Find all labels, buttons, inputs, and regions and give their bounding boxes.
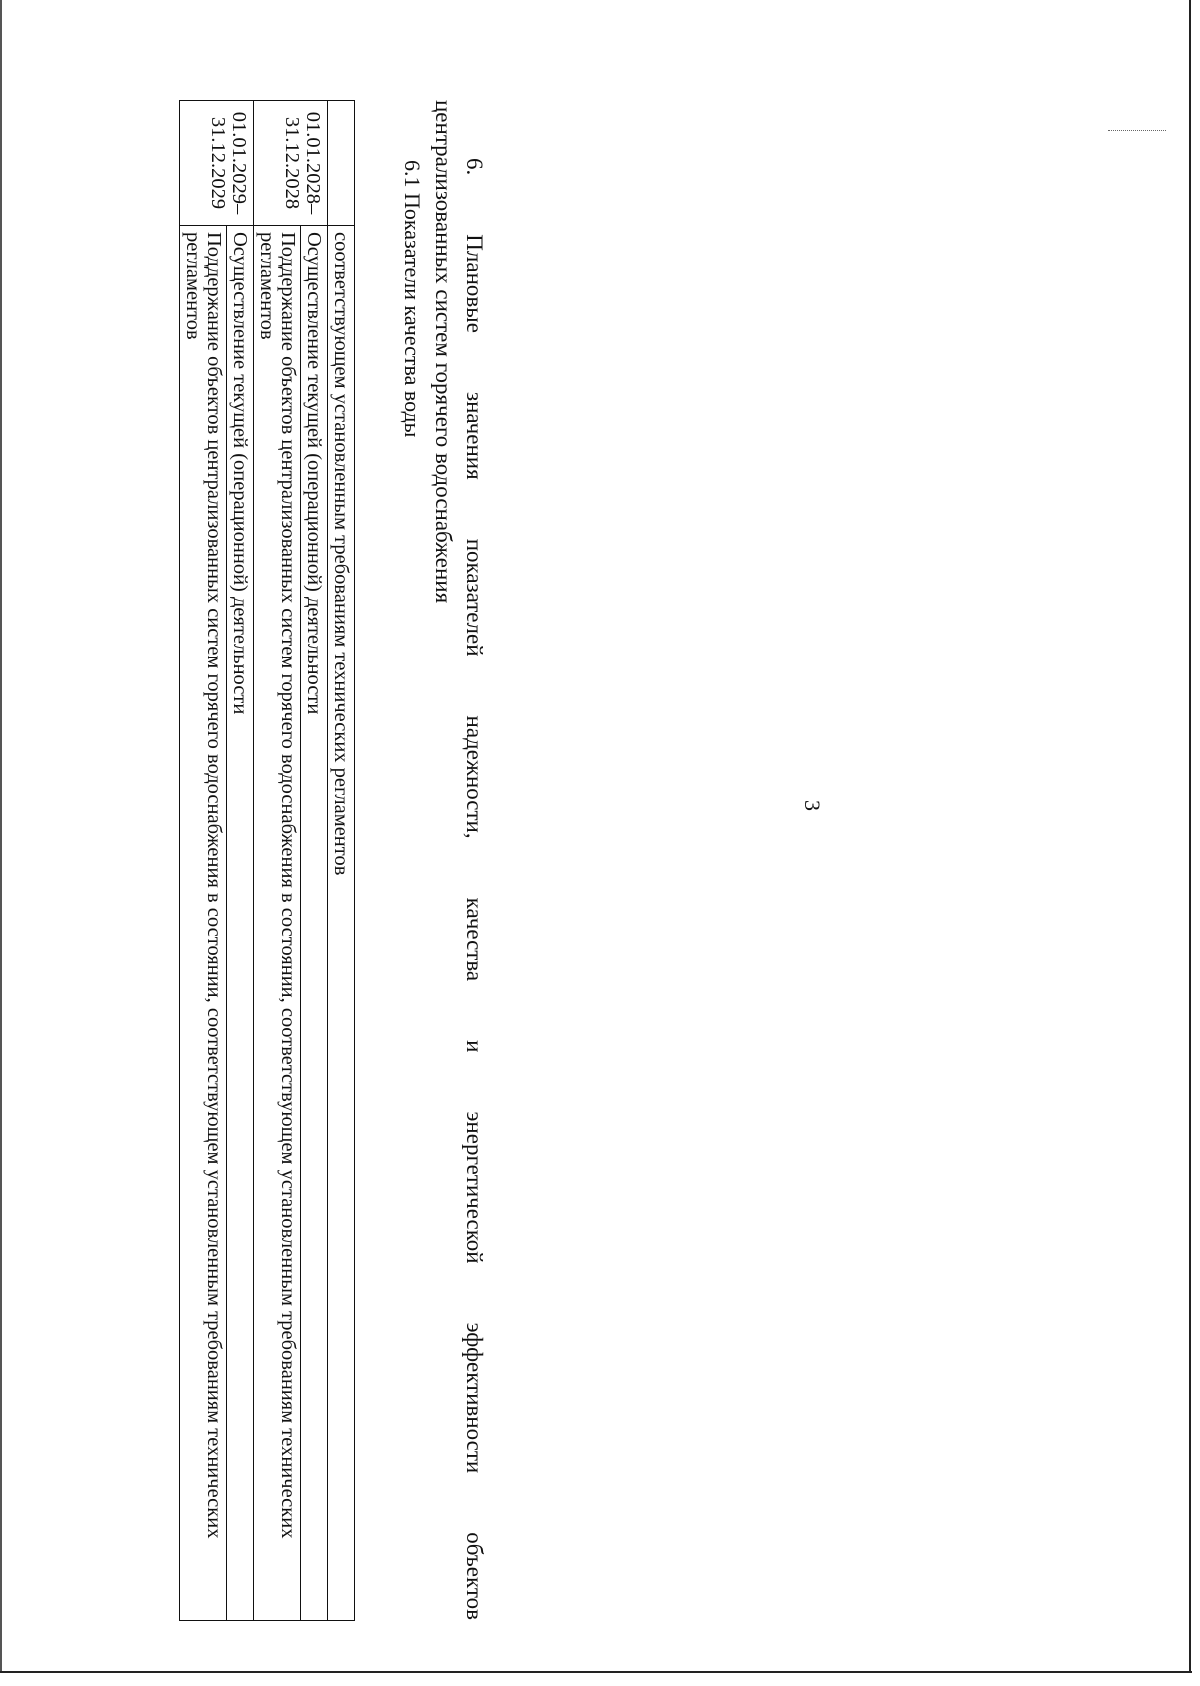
schedule-period-cell bbox=[328, 101, 355, 226]
schedule-row bbox=[301, 101, 328, 1621]
schedule-row bbox=[328, 101, 355, 1621]
schedule-row bbox=[227, 101, 254, 1621]
section-6-heading bbox=[428, 100, 490, 1620]
schedule-activity-cell: Поддержание объектов централизованных систем горячего водоснабжения в состоянии, соответствующем установленным требованиям технических регламентов bbox=[254, 226, 301, 1621]
schedule-row bbox=[254, 101, 301, 1621]
schedule-activity-cell: соответствующем установленным требованиям технических регламентов bbox=[328, 226, 355, 1621]
schedule-activity-cell: Поддержание объектов централизованных систем горячего водоснабжения в состоянии, соответствующем установленным требованиям технических регламентов bbox=[180, 226, 227, 1621]
schedule-period-cell: 01.01.2028– 31.12.2028 bbox=[254, 101, 328, 226]
section-6-heading-line2: централизованных систем горячего водоснабжения bbox=[431, 100, 456, 604]
schedule-table bbox=[179, 100, 355, 1621]
schedule-period-cell: 01.01.2029– 31.12.2029 bbox=[180, 101, 254, 226]
section-6-1-title: 6.1 Показатели качества воды bbox=[400, 160, 425, 438]
section-6-heading-line1: 6. Плановые значения показателей надежности, качества и энергетической эффективности объектов bbox=[462, 158, 487, 1620]
schedule-row bbox=[180, 101, 227, 1621]
schedule-activity-cell: Осуществление текущей (операционной) деятельности bbox=[227, 226, 254, 1621]
schedule-activity-cell: Осуществление текущей (операционной) деятельности bbox=[301, 226, 328, 1621]
page-number: 3 bbox=[800, 800, 825, 811]
